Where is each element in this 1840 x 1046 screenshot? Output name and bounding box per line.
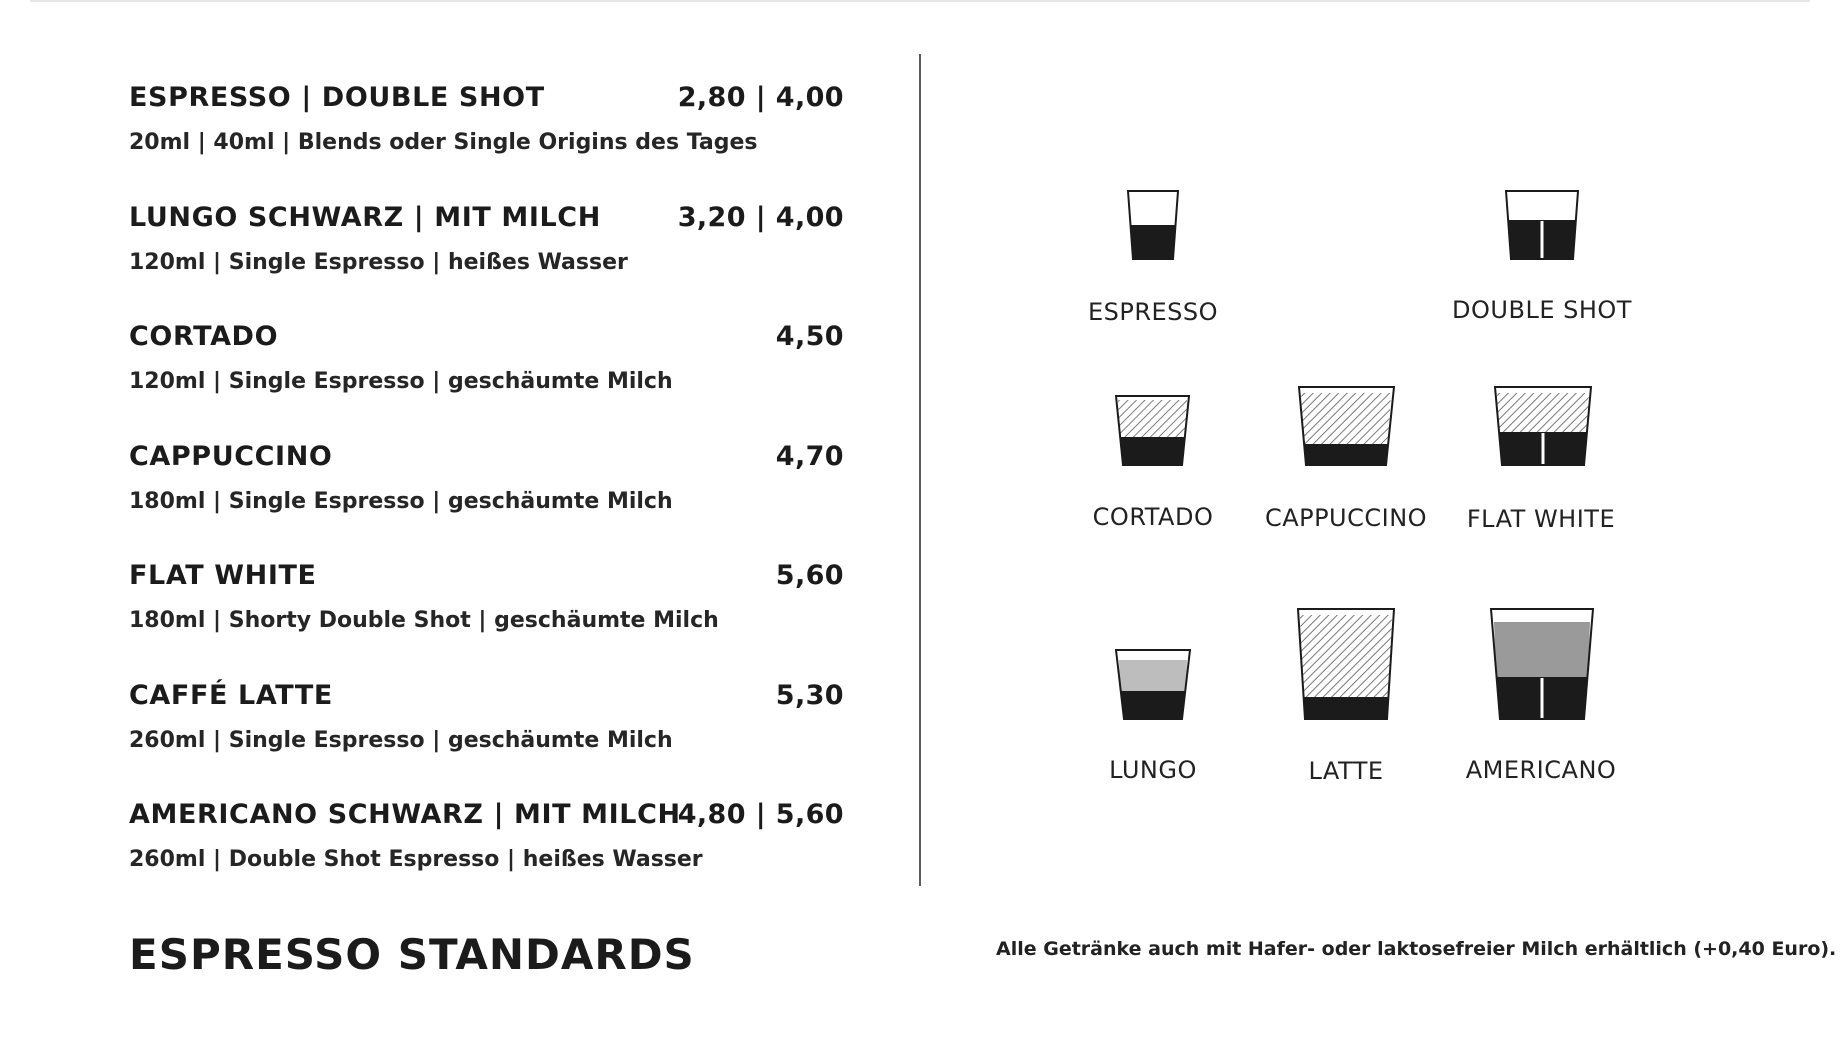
cup-label-cortado: CORTADO: [1092, 503, 1214, 531]
item-description: 120ml | Single Espresso | geschäumte Milch: [129, 369, 673, 394]
item-price: 2,80 | 4,00: [677, 82, 844, 113]
item-description: 260ml | Double Shot Espresso | heißes Wasser: [129, 847, 703, 872]
cup-label-flat-white: FLAT WHITE: [1466, 505, 1616, 533]
espresso-cup-icon: [1128, 191, 1178, 259]
item-price: 3,20 | 4,00: [677, 201, 844, 233]
section-title: ESPRESSO STANDARDS: [129, 930, 695, 979]
cup-label-lungo: LUNGO: [1109, 756, 1197, 784]
flat-white-cup-icon: [1495, 387, 1591, 465]
item-name: AMERICANO SCHWARZ | MIT MILCH: [129, 799, 681, 830]
cup-label-espresso: ESPRESSO: [1087, 298, 1219, 326]
item-description: 180ml | Single Espresso | geschäumte Milch: [129, 488, 673, 514]
item-price: 5,60: [775, 560, 844, 591]
cup-label-latte: LATTE: [1308, 757, 1384, 785]
double-shot-cup-icon: [1506, 191, 1578, 259]
cortado-cup-icon: [1116, 396, 1189, 465]
item-description: 260ml | Single Espresso | geschäumte Milch: [129, 727, 673, 753]
latte-cup-icon: [1298, 609, 1394, 719]
item-price: 4,50: [775, 321, 844, 352]
milk-footnote: Alle Getränke auch mit Hafer- oder laktosefreier Milch erhältlich (+0,40 Euro).: [996, 938, 1837, 960]
lungo-cup-icon: [1116, 650, 1190, 719]
item-name: CAFFÉ LATTE: [129, 679, 333, 711]
cup-label-americano: AMERICANO: [1465, 756, 1617, 784]
item-description: 180ml | Shorty Double Shot | geschäumte Milch: [129, 608, 719, 633]
item-description: 20ml | 40ml | Blends oder Single Origins des Tages: [129, 130, 758, 155]
item-description: 120ml | Single Espresso | heißes Wasser: [129, 249, 628, 275]
item-price: 4,70: [775, 440, 844, 472]
cappuccino-cup-icon: [1299, 387, 1394, 465]
item-name: CAPPUCCINO: [129, 440, 333, 472]
item-name: LUNGO SCHWARZ | MIT MILCH: [129, 201, 601, 233]
americano-cup-icon: [1491, 609, 1593, 719]
item-price: 4,80 | 5,60: [677, 799, 844, 830]
item-name: FLAT WHITE: [129, 560, 317, 591]
item-name: ESPRESSO | DOUBLE SHOT: [129, 82, 545, 113]
item-name: CORTADO: [129, 321, 279, 352]
cup-label-cappuccino: CAPPUCCINO: [1264, 504, 1428, 532]
cup-label-double-shot: DOUBLE SHOT: [1452, 296, 1632, 324]
item-price: 5,30: [775, 679, 844, 711]
